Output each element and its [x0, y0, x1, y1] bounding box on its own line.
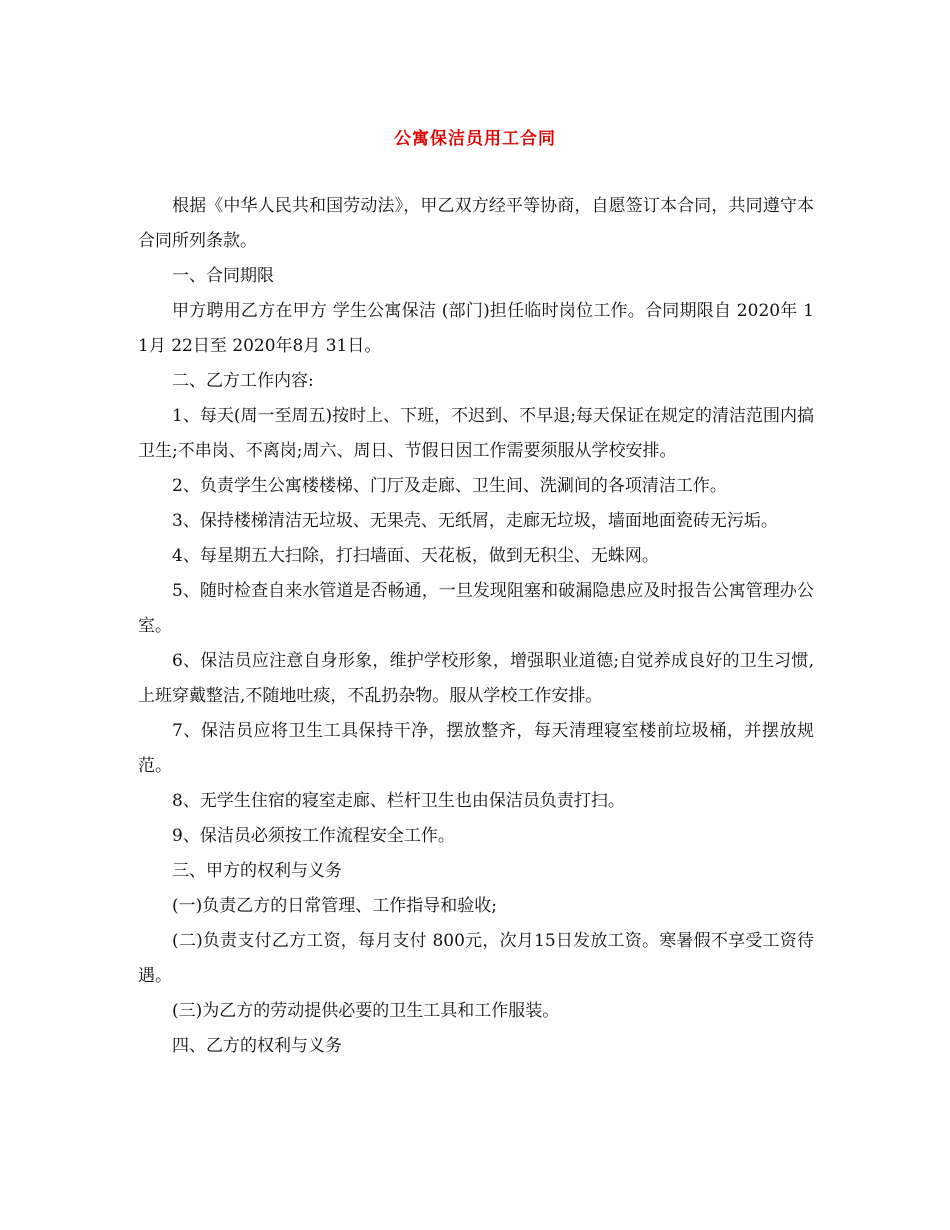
list-item: 5、随时检查自来水管道是否畅通，一旦发现阻塞和破漏隐患应及时报告公寓管理办公室。 — [138, 581, 814, 636]
list-item: (一)负责乙方的日常管理、工作指导和验收; — [172, 896, 497, 916]
list-item: 1、每天(周一至周五)按时上、下班，不迟到、不早退;每天保证在规定的清洁范围内搞卫生;不串岗、不离岗;周六、周日、节假日因工作需要须服从学校安排。 — [138, 406, 814, 461]
paragraph: 甲方聘用乙方在甲方 学生公寓保洁 (部门)担任临时岗位工作。合同期限自 2020年 11月 22日至 2020年8月 31日。 — [138, 301, 814, 356]
list-item: (二)负责支付乙方工资，每月支付 800元，次月15日发放工资。寒暑假不享受工资待遇。 — [138, 931, 814, 986]
section-heading: 一、合同期限 — [172, 266, 274, 286]
list-item: 9、保洁员必须按工作流程安全工作。 — [172, 826, 455, 846]
document-title: 公寓保洁员用工合同 — [394, 129, 556, 149]
section-heading: 二、乙方工作内容: — [172, 371, 314, 391]
section-heading: 三、甲方的权利与义务 — [172, 861, 342, 881]
section-heading: 四、乙方的权利与义务 — [172, 1036, 342, 1056]
list-item: 7、保洁员应将卫生工具保持干净，摆放整齐，每天清理寝室楼前垃圾桶，并摆放规范。 — [138, 721, 814, 776]
list-item: 2、负责学生公寓楼楼梯、门厅及走廊、卫生间、洗涮间的各项清洁工作。 — [172, 476, 727, 496]
list-item: 4、每星期五大扫除，打扫墙面、天花板，做到无积尘、无蛛网。 — [172, 546, 659, 566]
list-item: 3、保持楼梯清洁无垃圾、无果壳、无纸屑，走廊无垃圾，墙面地面瓷砖无污垢。 — [172, 511, 778, 531]
document-body — [138, 189, 814, 1064]
list-item: (三)为乙方的劳动提供必要的卫生工具和工作服装。 — [172, 1001, 560, 1021]
list-item: 8、无学生住宿的寝室走廊、栏杆卫生也由保洁员负责打扫。 — [172, 791, 625, 811]
paragraph: 根据《中华人民共和国劳动法》，甲乙双方经平等协商，自愿签订本合同，共同遵守本合同所列条款。 — [138, 196, 814, 251]
list-item: 6、保洁员应注意自身形象，维护学校形象，增强职业道德;自觉养成良好的卫生习惯,上班穿戴整洁,不随地吐痰，不乱扔杂物。服从学校工作安排。 — [138, 651, 814, 706]
